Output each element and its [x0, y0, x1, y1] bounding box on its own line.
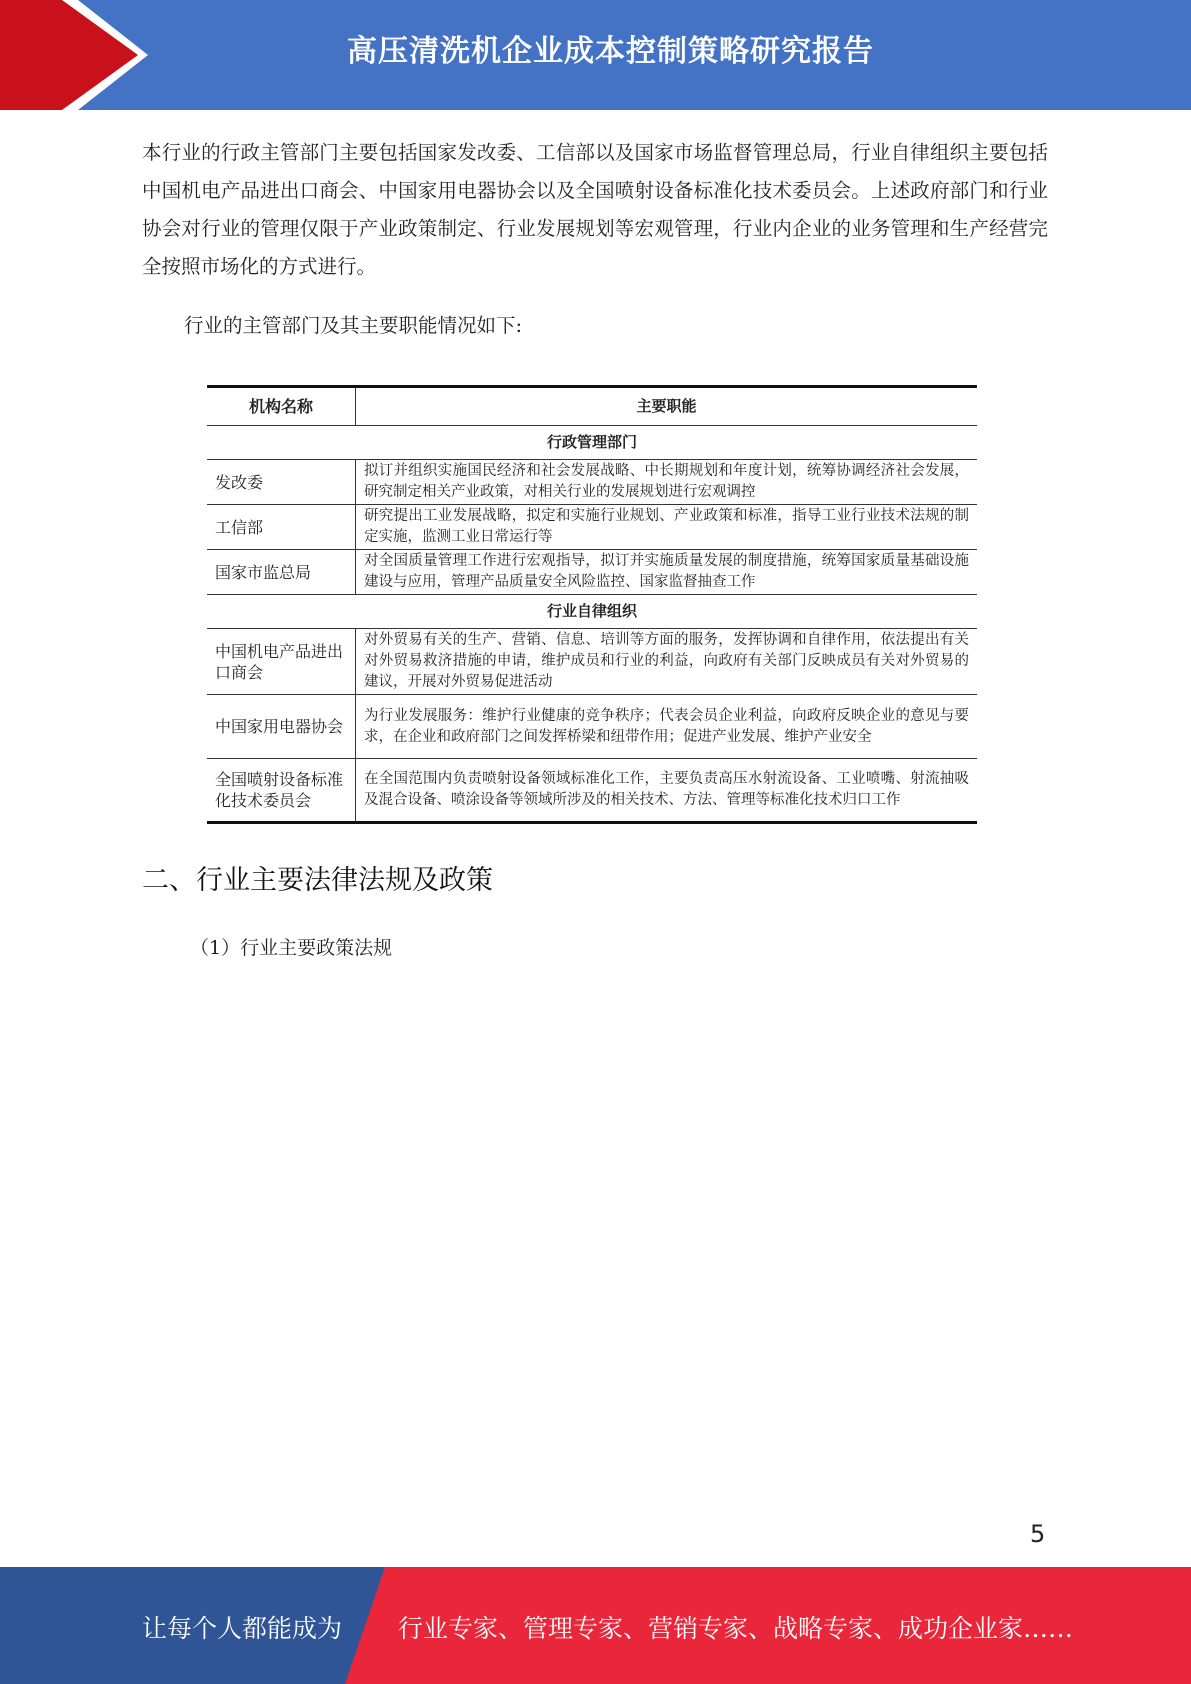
org-duty: 对全国质量管理工作进行宏观指导，拟订并实施质量发展的制度措施，统筹国家质量基础设施建设与应用，管理产品质量安全风险监控、国家监督抽查工作: [356, 550, 978, 595]
section-admin: 行政管理部门: [207, 426, 977, 460]
header-main-duty: 主要职能: [356, 387, 978, 426]
table-section-row: [207, 595, 977, 629]
authority-table: [207, 385, 977, 824]
footer-slogan-left: 让每个人都能成为: [142, 1614, 343, 1643]
table-row: [207, 759, 977, 823]
org-duty: 为行业发展服务：维护行业健康的竞争秩序；代表会员企业利益，向政府反映企业的意见与要求，在企业和政府部门之间发挥桥梁和纽带作用；促进产业发展、维护产业安全: [356, 695, 978, 759]
org-name: 全国喷射设备标准化技术委员会: [207, 759, 356, 823]
table-row: [207, 695, 977, 759]
org-name: 国家市监总局: [207, 550, 356, 595]
org-duty: 在全国范围内负责喷射设备领域标准化工作，主要负责高压水射流设备、工业喷嘴、射流抽吸及混合设备、喷涂设备等领域所涉及的相关技术、方法、管理等标准化技术归口工作: [356, 759, 978, 823]
table-row: [207, 505, 977, 550]
header-org-name: 机构名称: [207, 387, 356, 426]
footer-slogan-right: 行业专家、管理专家、营销专家、战略专家、成功企业家……: [398, 1614, 1074, 1643]
table-row: [207, 460, 977, 505]
org-name: 中国家用电器协会: [207, 695, 356, 759]
section-heading: 二、行业主要法律法规及政策: [142, 865, 493, 896]
org-duty: 对外贸易有关的生产、营销、信息、培训等方面的服务，发挥协调和自律作用，依法提出有关对外贸易救济措施的申请，维护成员和行业的利益，向政府有关部门反映成员有关对外贸易的建议，开展对外贸易促进活动: [356, 629, 978, 695]
table-intro: 行业的主管部门及其主要职能情况如下:: [184, 314, 523, 337]
report-title: 高压清洗机企业成本控制策略研究报告: [347, 34, 874, 69]
org-name: 工信部: [207, 505, 356, 550]
table-header-row: [207, 387, 977, 426]
page-number: 5: [1030, 1520, 1046, 1548]
report-header: [0, 0, 1191, 110]
table-section-row: [207, 426, 977, 460]
table-row: [207, 629, 977, 695]
body-paragraph: 本行业的行政主管部门主要包括国家发改委、工信部以及国家市场监督管理总局，行业自律组织主要包括中国机电产品进出口商会、中国家用电器协会以及全国喷射设备标准化技术委员会。上述政府部门和行业协会对行业的管理仅限于产业政策制定、行业发展规划等宏观管理，行业内企业的业务管理和生产经营完全按照市场化的方式进行。: [142, 141, 1048, 278]
org-duty: 研究提出工业发展战略，拟定和实施行业规划、产业政策和标准，指导工业行业技术法规的制定实施，监测工业日常运行等: [356, 505, 978, 550]
section-self-regulatory: 行业自律组织: [207, 595, 977, 629]
org-name: 中国机电产品进出口商会: [207, 629, 356, 695]
org-name: 发改委: [207, 460, 356, 505]
slogan-footer: [0, 1567, 1191, 1684]
org-duty: 拟订并组织实施国民经济和社会发展战略、中长期规划和年度计划，统筹协调经济社会发展，研究制定相关产业政策，对相关行业的发展规划进行宏观调控: [356, 460, 978, 505]
sub-heading: （1）行业主要政策法规: [190, 937, 393, 959]
table-row: [207, 550, 977, 595]
